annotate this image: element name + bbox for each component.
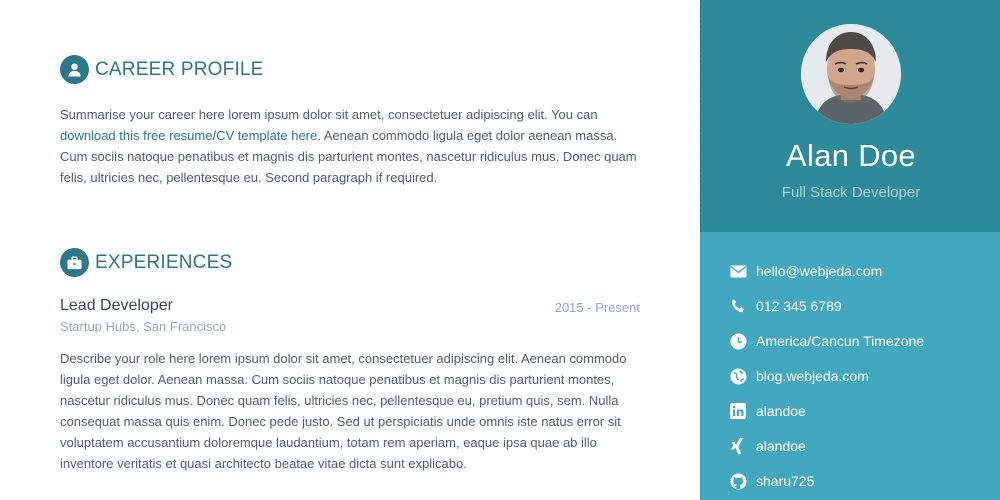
contact-phone[interactable] — [729, 297, 842, 315]
clock-icon — [729, 332, 747, 350]
globe-icon — [729, 367, 747, 385]
phone-icon — [729, 297, 747, 315]
career-profile-title: CAREER PROFILE — [95, 58, 264, 80]
contact-xing[interactable] — [729, 437, 806, 455]
experiences-header — [60, 248, 232, 277]
person-name: Alan Doe — [786, 138, 916, 173]
contact-phone-text: 012 345 6789 — [756, 298, 842, 314]
user-icon — [60, 55, 89, 84]
contact-github[interactable] — [729, 472, 814, 490]
job-company: Startup Hubs, San Francisco — [60, 319, 227, 334]
career-profile-header — [60, 55, 264, 84]
contact-linkedin-text: alandoe — [756, 403, 806, 419]
experiences-title: EXPERIENCES — [95, 251, 233, 273]
career-profile-summary — [60, 104, 645, 188]
summary-text-start: Summarise your career here lorem ipsum dolor sit amet, consectetuer adipiscing elit. You can — [60, 107, 598, 122]
avatar — [801, 24, 901, 124]
contact-xing-text: alandoe — [756, 438, 806, 454]
briefcase-icon — [60, 248, 89, 277]
contact-email[interactable] — [729, 262, 882, 280]
job-title: Lead Developer — [60, 297, 173, 314]
contact-linkedin[interactable] — [729, 402, 806, 420]
template-download-link[interactable]: download this free resume/CV template here — [60, 128, 318, 143]
sidebar — [700, 0, 1000, 500]
job-description: Describe your role here lorem ipsum dolor sit amet, consectetuer adipiscing elit. Aenean commodo ligula eget dolor. Aenean massa. Cum sociis natoque penatibus et magnis dis parturient montes, nascetur ridiculus mus. Donec quam felis, ultricies nec, pellentesque eu, pretium quis, sem. Nulla consequat massa quis enim. Donec pede justo. Sed ut perspiciatis unde omnis iste natus error sit voluptatem accusantium doloremque laudantium, totam rem aperiam, eaque ipsa quae ab illo inventore veritatis et quasi architecto beatae vitae dicta sunt explicabo. — [60, 351, 627, 471]
contact-timezone-text: America/Cancun Timezone — [756, 333, 925, 349]
email-icon — [729, 262, 747, 280]
contact-timezone — [729, 332, 924, 350]
xing-icon — [729, 437, 747, 455]
summary-text-end: . Aenean commodo ligula eget dolor aenean massa. Cum sociis natoque penatibus et magnis dis parturient montes, nascetur ridiculus mus. Donec quam felis, ultricies nec, pellentesque eu. Second paragraph if required. — [60, 128, 637, 185]
profile-header — [700, 0, 1000, 232]
github-icon — [729, 472, 747, 490]
contact-website-text: blog.webjeda.com — [756, 368, 869, 384]
contact-website[interactable] — [729, 367, 869, 385]
contact-github-text: sharu725 — [756, 473, 815, 489]
linkedin-icon — [729, 402, 747, 420]
contact-email-text: hello@webjeda.com — [756, 263, 883, 279]
job-dates: 2015 - Present — [554, 300, 640, 315]
person-tagline: Full Stack Developer — [781, 184, 921, 201]
